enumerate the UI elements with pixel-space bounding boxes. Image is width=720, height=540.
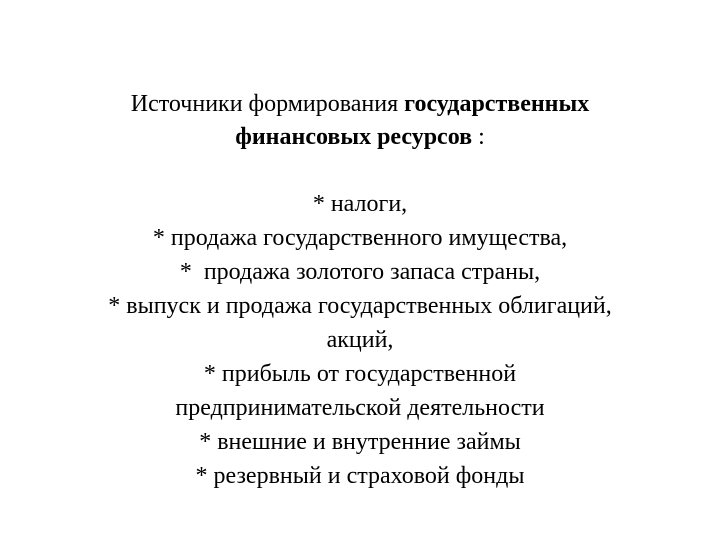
title-line-2 — [40, 121, 680, 154]
sources-list — [20, 187, 700, 493]
list-item-state-profit: * прибыль от государственной — [203, 361, 517, 387]
list-item-state-profit-continued: предпринимательской деятельности — [175, 395, 545, 421]
list-item-loans: * внешние и внутренние займы — [199, 429, 521, 455]
slide-title — [40, 88, 680, 154]
title-line-2-bold: финансовых ресурсов — [235, 124, 473, 150]
list-item-taxes: * налоги, — [312, 191, 408, 217]
list-item-funds: * резервный и страховой фонды — [195, 463, 525, 489]
list-item-property-sale: * продажа государственного имущества, — [152, 225, 568, 251]
title-line-1-plain: Источники формирования — [130, 91, 405, 117]
list-item-gold-reserve-sale: * продажа золотого запаса страны, — [179, 259, 541, 285]
title-line-2-plain: : — [472, 124, 485, 150]
list-item-bonds: * выпуск и продажа государственных облигаций, — [108, 293, 612, 319]
title-line-1-bold: государственных — [404, 91, 590, 117]
title-line-1 — [40, 88, 680, 121]
list-item-bonds-continued: акций, — [326, 327, 394, 353]
